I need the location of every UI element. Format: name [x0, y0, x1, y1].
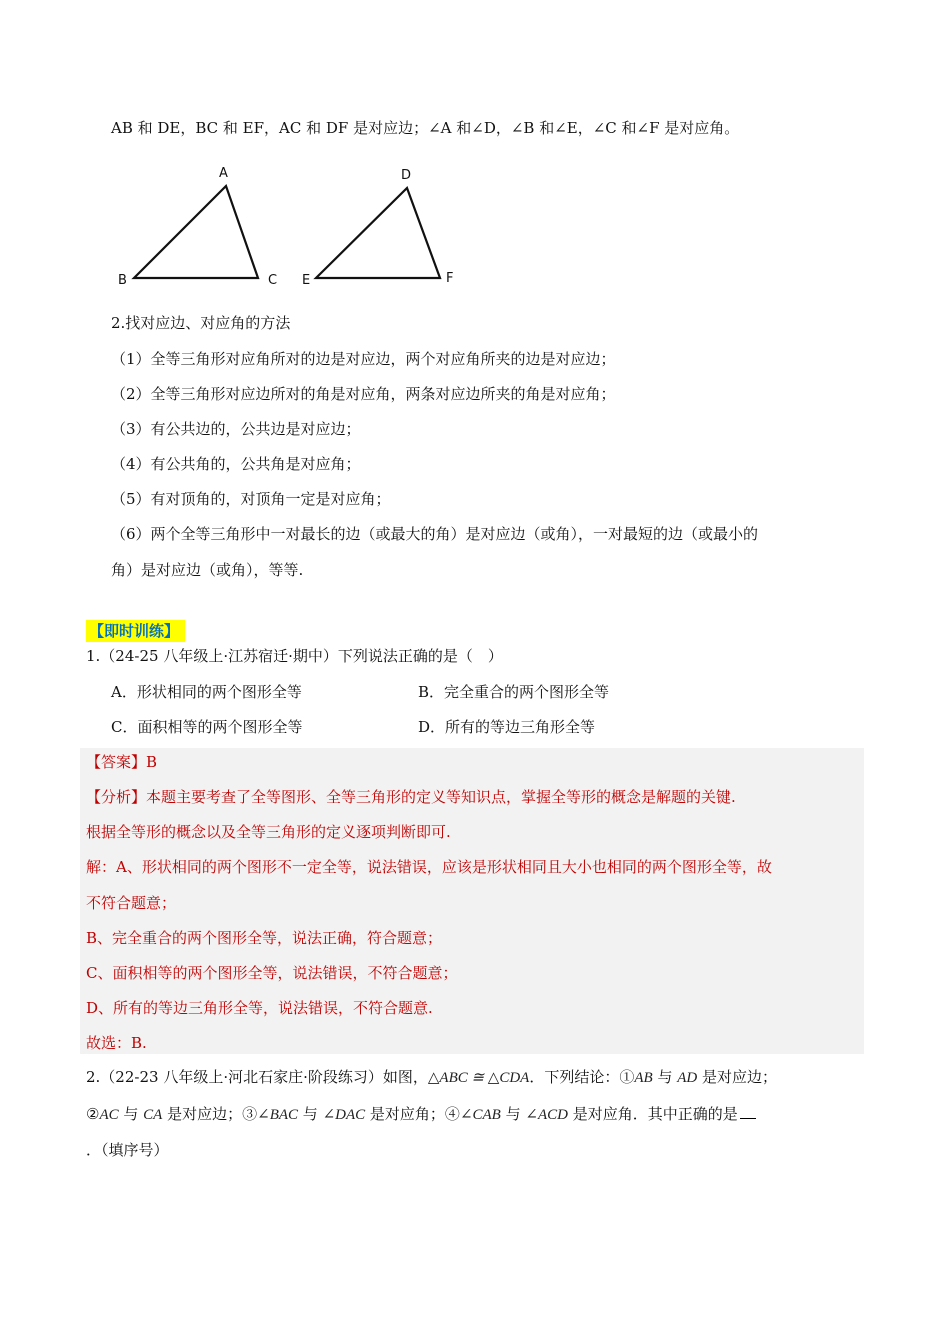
- vertex-label-b: B: [118, 273, 127, 288]
- conclusion-4-mid: 与: [500, 1105, 526, 1123]
- congruent-triangles-figure: [110, 163, 470, 288]
- conclusion-2-num: ②: [86, 1105, 100, 1123]
- congruence-statement: △ABC ≅ △CDA: [427, 1070, 530, 1086]
- vertex-label-c: C: [268, 273, 278, 288]
- vertex-label-f: F: [446, 271, 454, 286]
- vertex-label-a: A: [219, 166, 228, 181]
- option-c: C．面积相等的两个图形全等: [111, 718, 303, 736]
- analysis-line-3: 解：A、形状相同的两个图形不一定全等，说法错误，应该是形状相同且大小也相同的两个图形全等，故: [86, 858, 772, 876]
- conclusion-1-end: 是对应边；: [697, 1068, 778, 1086]
- conclusion-2-mid: 与: [118, 1105, 144, 1123]
- conclusion-3-mid: 与: [298, 1105, 323, 1123]
- conclusion-3-end: 是对应角；④: [365, 1105, 460, 1123]
- answer-label: 【答案】B: [86, 753, 158, 771]
- method-item-6-cont: 角）是对应边（或角），等等.: [111, 561, 304, 579]
- answer-blank[interactable]: [740, 1102, 756, 1119]
- question-2-prefix: 2.（22-23 八年级上·河北石家庄·阶段练习）如图，: [86, 1068, 428, 1086]
- option-d: D．所有的等边三角形全等: [418, 718, 596, 736]
- conclusion-1-mid: 与: [652, 1068, 678, 1086]
- option-b: B．完全重合的两个图形全等: [418, 683, 610, 701]
- analysis-line-5: B、完全重合的两个图形全等，说法正确，符合题意；: [86, 929, 443, 947]
- question-2-line-1: [86, 1066, 777, 1089]
- method-item-5: （5）有对顶角的，对顶角一定是对应角；: [111, 490, 391, 508]
- conclusion-3-b: ∠DAC: [322, 1107, 366, 1123]
- conclusion-1-a: AB: [634, 1070, 653, 1086]
- method-item-3: （3）有公共边的，公共边是对应边；: [111, 420, 361, 438]
- method-item-6: （6）两个全等三角形中一对最长的边（或最大的角）是对应边（或角），一对最短的边（或最小的: [111, 525, 759, 543]
- question-1-stem: 1.（24-25 八年级上·江苏宿迁·期中）下列说法正确的是（ ）: [86, 647, 503, 665]
- vertex-label-e: E: [302, 273, 311, 288]
- option-a: A．形状相同的两个图形全等: [111, 683, 302, 701]
- triangle-abc: [134, 186, 258, 278]
- conclusion-2-end: 是对应边；③: [162, 1105, 258, 1123]
- conclusion-2-a: AC: [99, 1107, 119, 1123]
- question-2-tail: ．（填序号）: [86, 1141, 169, 1159]
- analysis-line-2: 根据全等形的概念以及全等三角形的定义逐项判断即可.: [86, 823, 451, 841]
- analysis-line-1: 【分析】本题主要考查了全等图形、全等三角形的定义等知识点，掌握全等形的概念是解题的关键.: [86, 788, 736, 806]
- conclusion-4-a: ∠CAB: [459, 1107, 501, 1123]
- analysis-line-4: 不符合题意；: [86, 894, 177, 912]
- conclusion-4-end: 是对应角．其中正确的是: [567, 1105, 738, 1123]
- method-title: 2.找对应边、对应角的方法: [111, 314, 291, 332]
- analysis-line-7: D、所有的等边三角形全等，说法错误，不符合题意.: [86, 999, 433, 1017]
- conclusions-intro: ．下列结论：①: [529, 1068, 635, 1086]
- conclusion-1-b: AD: [677, 1070, 698, 1086]
- method-item-1: （1）全等三角形对应角所对的边是对应边，两个对应角所夹的边是对应边；: [111, 350, 616, 368]
- analysis-line-6: C、面积相等的两个图形全等，说法错误，不符合题意；: [86, 964, 458, 982]
- vertex-label-d: D: [401, 168, 412, 183]
- method-item-4: （4）有公共角的，公共角是对应角；: [111, 455, 361, 473]
- conclusion-2-b: CA: [143, 1107, 163, 1123]
- question-2-line-2: [86, 1102, 756, 1126]
- intro-line: AB 和 DE，BC 和 EF，AC 和 DF 是对应边；∠A 和∠D，∠B 和∠E，∠C 和∠F 是对应角。: [111, 119, 740, 137]
- conclusion-4-b: ∠ACD: [525, 1107, 568, 1123]
- practice-tag: 【即时训练】: [86, 620, 185, 642]
- analysis-line-8: 故选：B.: [86, 1034, 147, 1052]
- conclusion-3-a: ∠BAC: [257, 1107, 299, 1123]
- triangle-def: [316, 188, 440, 278]
- method-item-2: （2）全等三角形对应边所对的角是对应角，两条对应边所夹的角是对应角；: [111, 385, 616, 403]
